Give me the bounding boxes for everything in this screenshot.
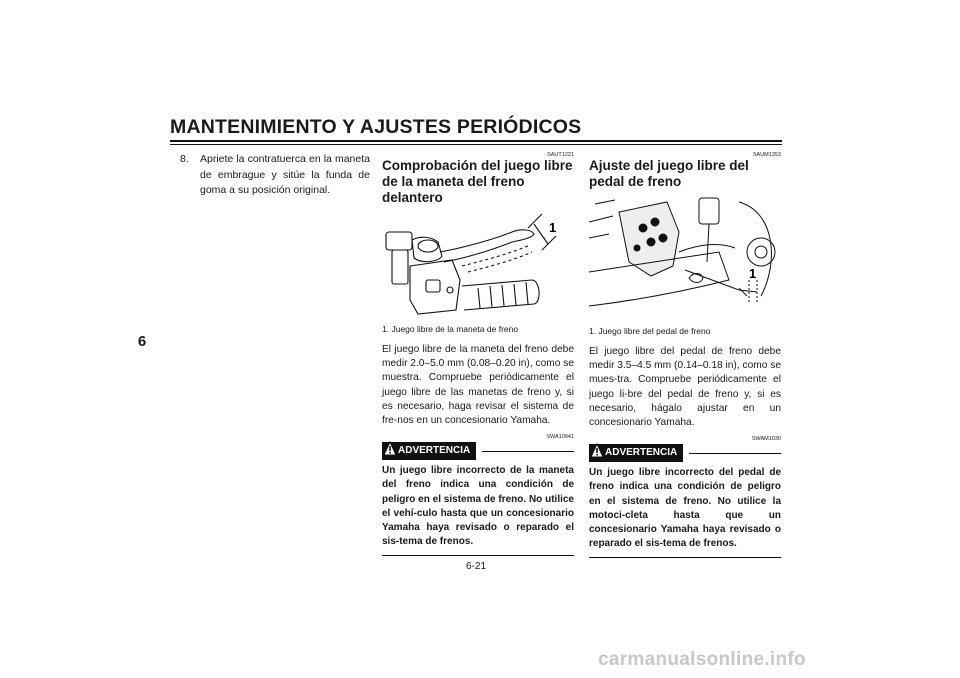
step-number: 8.	[180, 153, 189, 165]
warning-text: Un juego libre incorrecto de la maneta del freno indica una condición de peligro en el sistema de freno. No utilice el vehí-culo hasta que un concesionario Yamaha haya revisado o reparado el sis-tema de frenos.	[382, 465, 574, 548]
warning-rule	[482, 451, 574, 452]
figure-callout-1: 1	[749, 266, 757, 281]
brake-pedal-figure	[589, 192, 781, 318]
warning-label: ADVERTENCIA	[605, 447, 678, 459]
figure-callout-1: 1	[549, 220, 557, 235]
page-title: MANTENIMIENTO Y AJUSTES PERIÓDICOS	[170, 116, 582, 138]
warning-header	[589, 444, 781, 462]
brake-lever-illustration	[382, 210, 574, 316]
header-rule	[170, 140, 782, 142]
warning-triangle-icon	[383, 441, 397, 457]
warning-code: SWAM1030	[751, 436, 781, 443]
chapter-tab: 6	[137, 333, 147, 350]
site-watermark: carmanualsonline.info	[598, 649, 806, 670]
figure-caption: 1. Juego libre de la maneta de freno	[382, 324, 519, 334]
section-brake-pedal	[589, 152, 781, 558]
warning-label-box	[382, 442, 476, 460]
warning-label-box	[589, 444, 683, 462]
section-code: SAUT1221	[547, 152, 574, 158]
section-heading: Ajuste del juego libre del pedal de freno	[589, 158, 749, 189]
warning-end-rule	[589, 557, 781, 558]
warning-text: Un juego libre incorrecto del pedal de freno indica una condición de peligro en el sistema de freno. No utilice la motoci-cleta hasta que un concesionario Yamaha haya revisado o reparado el sis-tema de frenos.	[589, 467, 781, 550]
brake-lever-figure	[382, 210, 574, 316]
figure-caption: 1. Juego libre del pedal de freno	[589, 326, 711, 336]
section-code: SAUM1353	[752, 152, 781, 158]
warning-triangle-icon	[590, 443, 604, 459]
step-item	[180, 152, 370, 199]
warning-rule	[689, 453, 781, 454]
warning-label: ADVERTENCIA	[398, 445, 471, 457]
section-brake-lever	[382, 152, 574, 556]
body-paragraph: El juego libre de la maneta del freno debe medir 2.0–5.0 mm (0.08–0.20 in), como se muestra. Compruebe periódicamente el juego libre de las manetas de freno y, si es necesario, haga revisar el sistema de fre-nos en un concesionario Yamaha.	[382, 344, 574, 427]
header-rule-thin	[170, 144, 782, 145]
warning-end-rule	[382, 555, 574, 556]
section-heading: Comprobación del juego libre de la maneta del freno delantero	[382, 158, 573, 205]
brake-pedal-illustration	[589, 192, 781, 318]
warning-header	[382, 442, 574, 460]
page-number: 6-21	[466, 561, 487, 572]
step-text: Apriete la contratuerca en la maneta de embrague y sitúe la funda de goma a su posición original.	[200, 153, 370, 196]
body-paragraph: El juego libre del pedal de freno debe medir 3.5–4.5 mm (0.14–0.18 in), como se mues-tra. Compruebe periódicamente el juego li-bre del pedal de freno y, si es necesario, hágalo ajustar en un concesionario Yamaha.	[589, 346, 781, 429]
warning-code: SWA10641	[546, 434, 574, 441]
